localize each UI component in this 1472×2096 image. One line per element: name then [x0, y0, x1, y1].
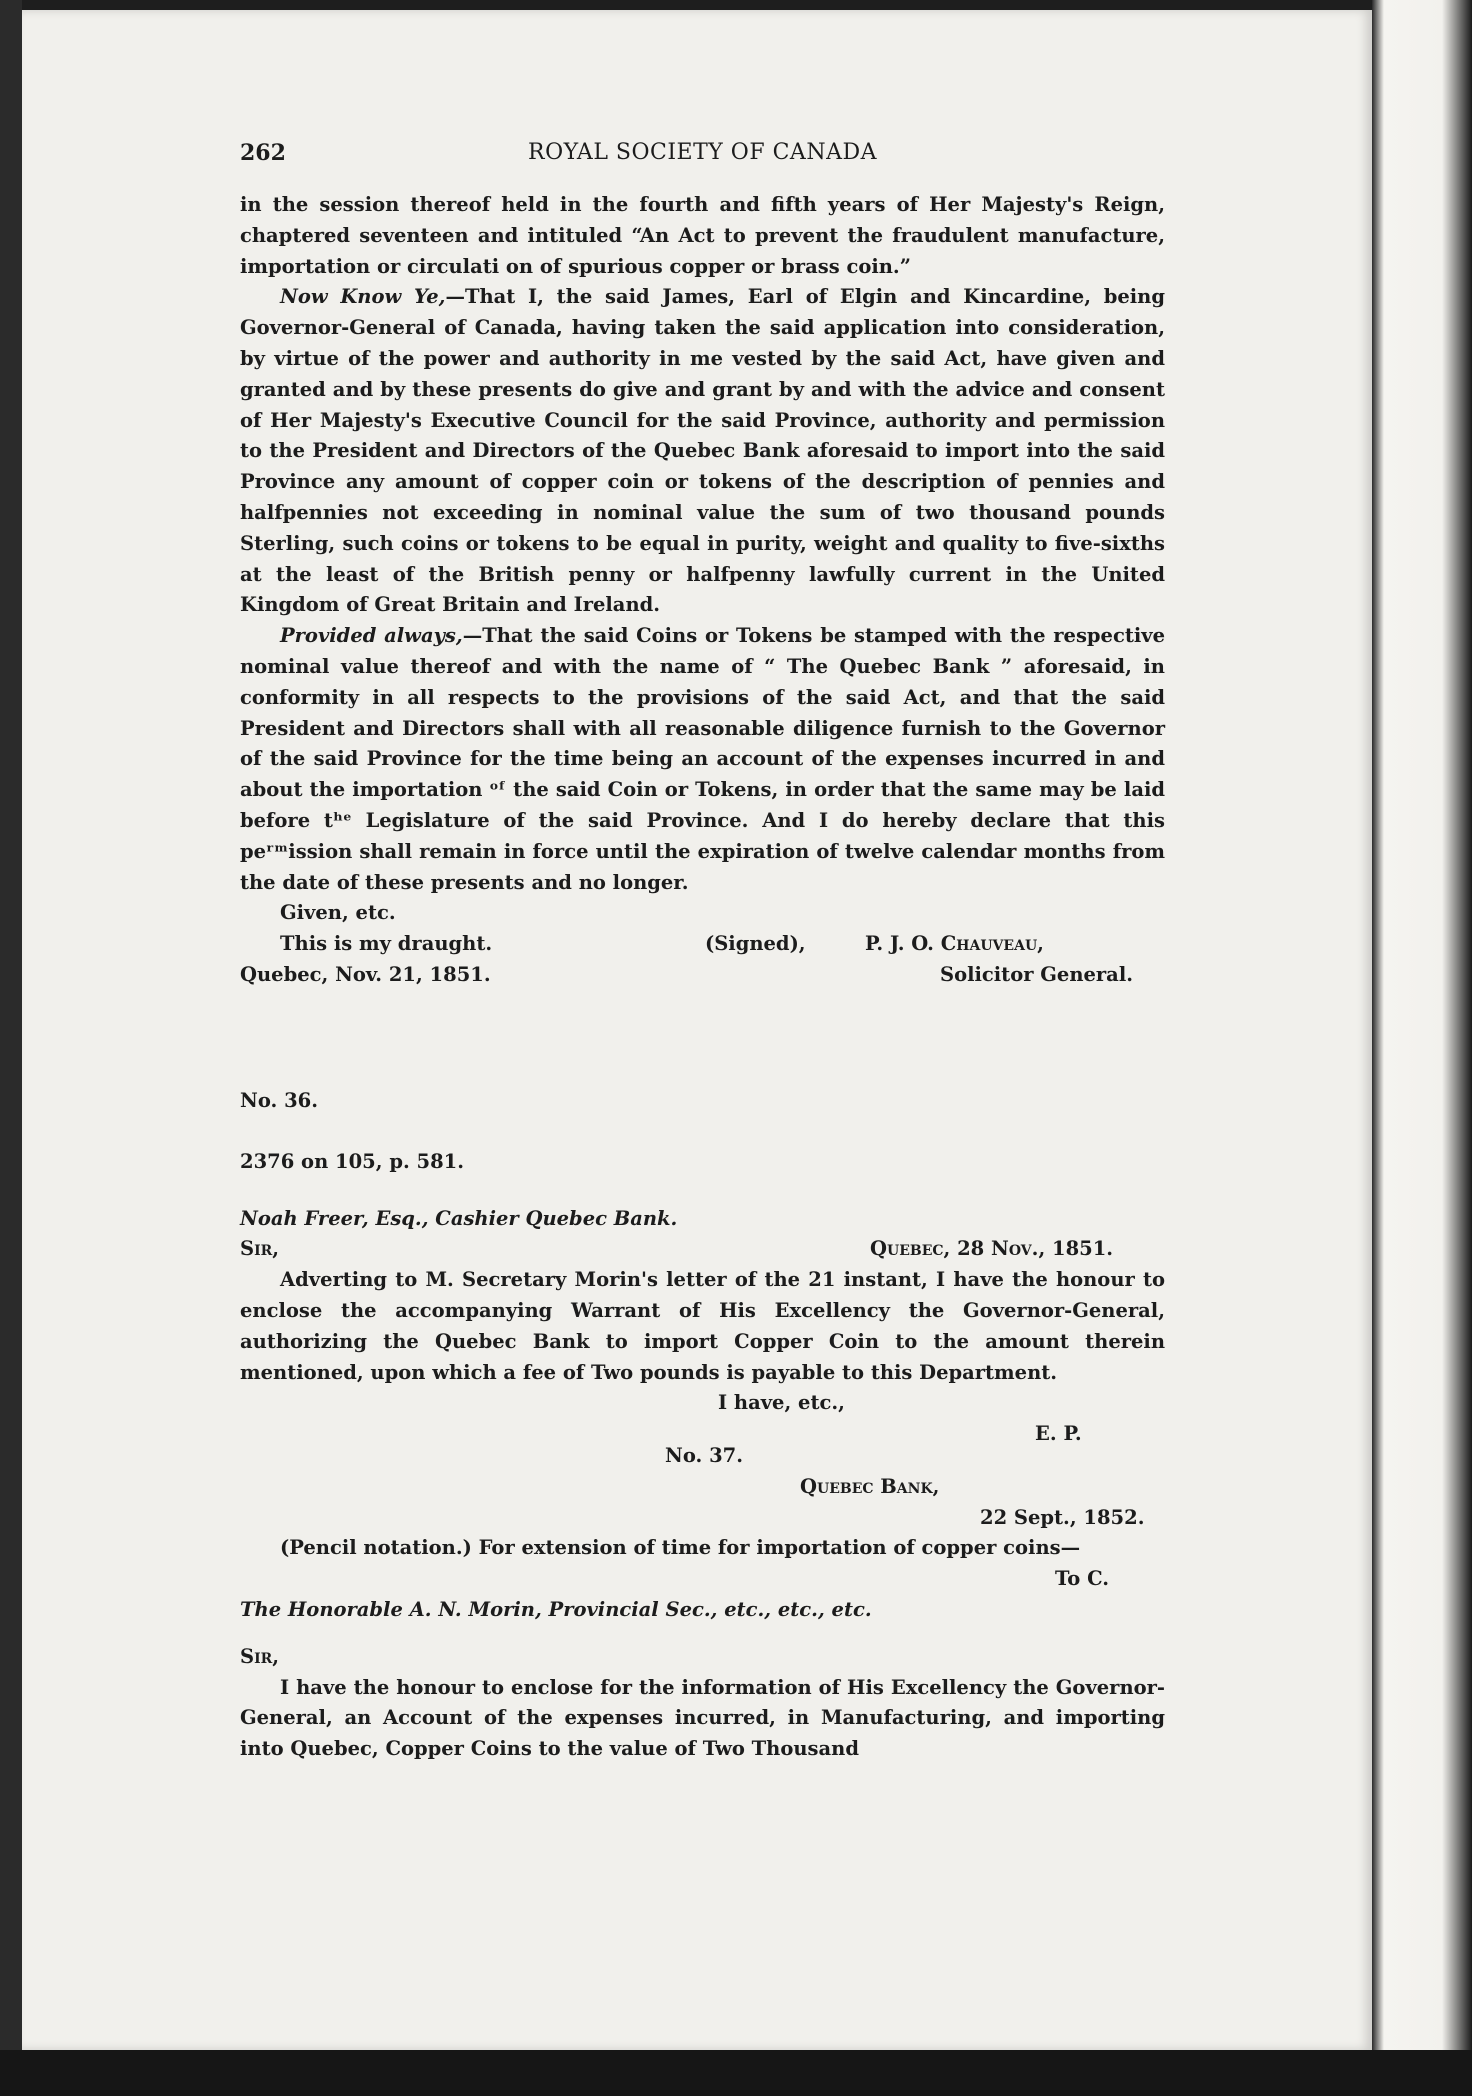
paragraph-now-know-ye	[240, 282, 1165, 621]
scan-bottom-edge	[0, 2050, 1472, 2096]
running-header	[240, 140, 1165, 174]
letter-body: Adverting to M. Secretary Morin's letter of the 21 instant, I have the honour to enclose the accompanying Warrant of His Excellency the Governor-General, authorizing the Quebec Bank to import Copper Coin to the amount therein mentioned, upon which a fee of Two pounds is payable to this Department.	[240, 1268, 1165, 1384]
salutation: Sir,	[240, 1237, 280, 1261]
signed-text: (Signed),	[705, 932, 806, 956]
addressee: The Honorable A. N. Morin, Provincial Sec., etc., etc., etc.	[240, 1597, 872, 1621]
letter-body: I have the honour to enclose for the information of His Excellency the Governor-General, an Account of the expenses incurred, in Manufacturing, and importing into Quebec, Copper Coins to the value of Two Thousand	[240, 1675, 1165, 1761]
paragraph-provided-always	[240, 621, 1165, 898]
closing-line	[240, 1388, 1165, 1419]
addressee: Noah Freer, Esq., Cashier Quebec Bank.	[240, 1206, 678, 1230]
running-title: ROYAL SOCIETY OF CANADA	[528, 140, 877, 165]
draught-text: This is my draught.	[280, 932, 493, 956]
given-line	[240, 898, 1165, 929]
body-text	[240, 190, 1165, 991]
salutation-line	[240, 1234, 1165, 1265]
book-spine-edge	[1372, 0, 1472, 2096]
paragraph-text: —That the said Coins or Tokens be stamped with the respective nominal value thereof and with the name of “ The Quebec Bank ” aforesaid, in conformity in all respects to the provisions of the said Act, and that the said President and Directors shall with all reasonable diligence furnish to the Governor of the said Province for the time being an account of the expenses incurred in and about the importation ᵒᶠ the said Coin or Tokens, in order that the same may be laid before tʰᵉ Legislature of the said Province. And I do hereby declare that this peʳᵐission shall remain in force until the expiration of twelve calendar months from the date of these presents and no longer.	[240, 624, 1165, 894]
closing: I have, etc.,	[718, 1391, 845, 1415]
pencil-notation: (Pencil notation.) For extension of time for importation of copper coins—	[280, 1536, 1081, 1560]
given-text: Given, etc.	[280, 901, 396, 925]
scan-left-edge	[0, 0, 22, 2096]
signatory-name: P. J. O. Chauveau,	[865, 932, 1044, 956]
document-37	[240, 1441, 1165, 1765]
document-number: No. 36.	[240, 1089, 318, 1112]
signature-line	[240, 929, 1165, 960]
paragraph-act: in the session thereof held in the fourth and fifth years of Her Majesty's Reign, chaptered seventeen and intituled “An Act to prevent the fraudulent manufacture, importation or circulati on of spurious copper or brass coin.”	[240, 193, 1165, 278]
date-line	[240, 1503, 1165, 1534]
place-date: Quebec, Nov. 21, 1851.	[240, 962, 491, 986]
place: Quebec Bank,	[800, 1474, 940, 1498]
salutation: Sir,	[240, 1644, 280, 1668]
date: 22 Sept., 1852.	[980, 1505, 1145, 1529]
to-line	[240, 1564, 1165, 1595]
document-reference: 2376 on 105, p. 581.	[240, 1149, 465, 1173]
document-number-line	[240, 1441, 1165, 1472]
signatory-role: Solicitor General.	[940, 962, 1134, 986]
paragraph-text: —That I, the said James, Earl of Elgin and Kincardine, being Governor-General of Canada, having taken the said application into consideration, by virtue of the power and authority in me vested by the said Act, have given and granted and by these presents do give and grant by and with the advice and consent of Her Majesty's Executive Council for the said Province, authority and permission to the President and Directors of the Quebec Bank aforesaid to import into the said Province any amount of copper coin or tokens of the description of pennies and halfpennies not exceeding in nominal value the sum of two thousand pounds Sterling, such coins or tokens to be equal in purity, weight and quality to five-sixths at the least of the British penny or halfpenny lawfully current in the United Kingdom of Great Britain and Ireland.	[240, 285, 1165, 617]
place-role-line	[240, 960, 1165, 991]
initials: E. P.	[1035, 1422, 1082, 1446]
to-text: To C.	[1055, 1567, 1110, 1591]
document-number: No. 37.	[665, 1444, 743, 1467]
page-number: 262	[240, 140, 286, 166]
place-line	[240, 1472, 1165, 1503]
lead-phrase: Provided always,	[280, 624, 463, 648]
document-36	[240, 1086, 1165, 1450]
place-date: Quebec, 28 Nov., 1851.	[870, 1237, 1114, 1261]
lead-phrase: Now Know Ye,	[280, 285, 446, 309]
